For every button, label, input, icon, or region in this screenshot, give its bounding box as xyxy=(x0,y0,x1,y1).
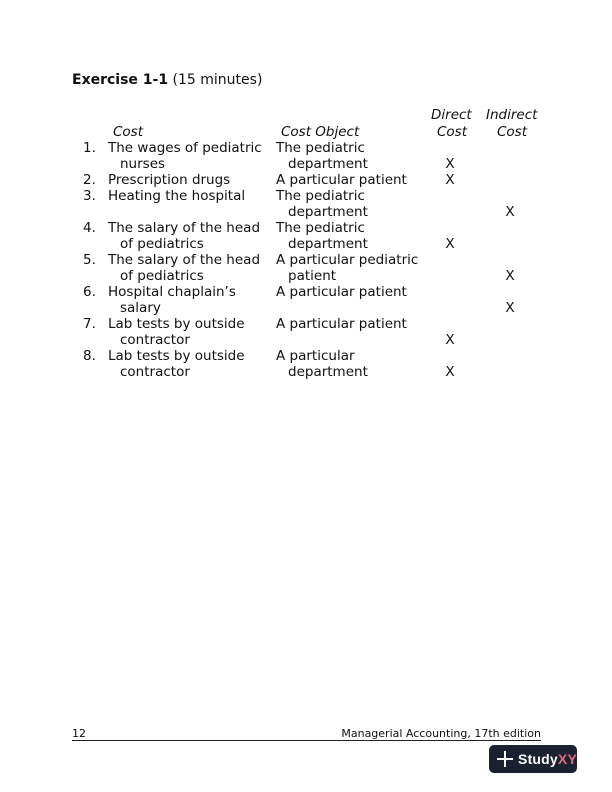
row-number: 2. xyxy=(83,172,96,188)
page-number: 12 xyxy=(72,727,86,740)
cost-text: of pediatrics xyxy=(120,236,204,252)
header-cost: Cost xyxy=(113,124,144,140)
direct-mark: X xyxy=(445,332,455,348)
exercise-duration: (15 minutes) xyxy=(172,72,263,88)
indirect-mark: X xyxy=(505,204,515,220)
cost-object-text: department xyxy=(288,364,368,380)
cost-text: of pediatrics xyxy=(120,268,204,284)
cost-text: contractor xyxy=(120,332,190,348)
book-title: Managerial Accounting, 17th edition xyxy=(341,727,541,740)
cost-object-text: A particular patient xyxy=(276,284,407,300)
row-number: 7. xyxy=(83,316,96,332)
row-number: 6. xyxy=(83,284,96,300)
exercise-label: Exercise 1-1 xyxy=(72,72,169,88)
direct-mark: X xyxy=(445,364,455,380)
header-indirect-line2: Cost xyxy=(497,124,528,140)
indirect-mark: X xyxy=(505,300,515,316)
header-direct-line1: Direct xyxy=(431,107,472,123)
cost-text: Heating the hospital xyxy=(108,188,246,204)
cost-text: The salary of the head xyxy=(108,252,261,268)
row-number: 3. xyxy=(83,188,96,204)
header-direct-line2: Cost xyxy=(437,124,468,140)
cost-object-text: A particular pediatric xyxy=(276,252,419,268)
cost-object-text: The pediatric xyxy=(276,188,365,204)
direct-mark: X xyxy=(445,236,455,252)
indirect-mark: X xyxy=(505,268,515,284)
cost-object-text: department xyxy=(288,156,368,172)
brand-main: Study xyxy=(518,751,558,767)
cost-text: Lab tests by outside xyxy=(108,348,245,364)
header-indirect-line1: Indirect xyxy=(486,107,538,123)
cost-text: nurses xyxy=(120,156,166,172)
footer-divider xyxy=(72,740,541,741)
header-cost-object: Cost Object xyxy=(281,124,360,140)
cost-object-text: The pediatric xyxy=(276,220,365,236)
brand-accent: XY xyxy=(557,751,577,767)
cost-object-text: department xyxy=(288,204,368,220)
cost-text: contractor xyxy=(120,364,190,380)
row-number: 1. xyxy=(83,140,96,156)
cost-text: The salary of the head xyxy=(108,220,261,236)
direct-mark: X xyxy=(445,156,455,172)
plus-icon xyxy=(496,750,512,768)
exercise-title xyxy=(72,71,262,89)
cost-text: Prescription drugs xyxy=(108,172,231,188)
row-number: 8. xyxy=(83,348,96,364)
row-number: 4. xyxy=(83,220,96,236)
brand-logo-text xyxy=(518,751,577,767)
cost-text: The wages of pediatric xyxy=(108,140,262,156)
direct-mark: X xyxy=(445,172,455,188)
cost-text: Hospital chaplain’s xyxy=(108,284,236,300)
cost-object-text: department xyxy=(288,236,368,252)
cost-object-text: The pediatric xyxy=(276,140,365,156)
cost-object-text: A particular xyxy=(276,348,355,364)
row-number: 5. xyxy=(83,252,96,268)
cost-object-text: A particular patient xyxy=(276,316,407,332)
studyxy-badge[interactable] xyxy=(489,745,577,773)
cost-object-text: A particular patient xyxy=(276,172,407,188)
cost-text: Lab tests by outside xyxy=(108,316,245,332)
cost-object-text: patient xyxy=(288,268,337,284)
cost-text: salary xyxy=(120,300,161,316)
